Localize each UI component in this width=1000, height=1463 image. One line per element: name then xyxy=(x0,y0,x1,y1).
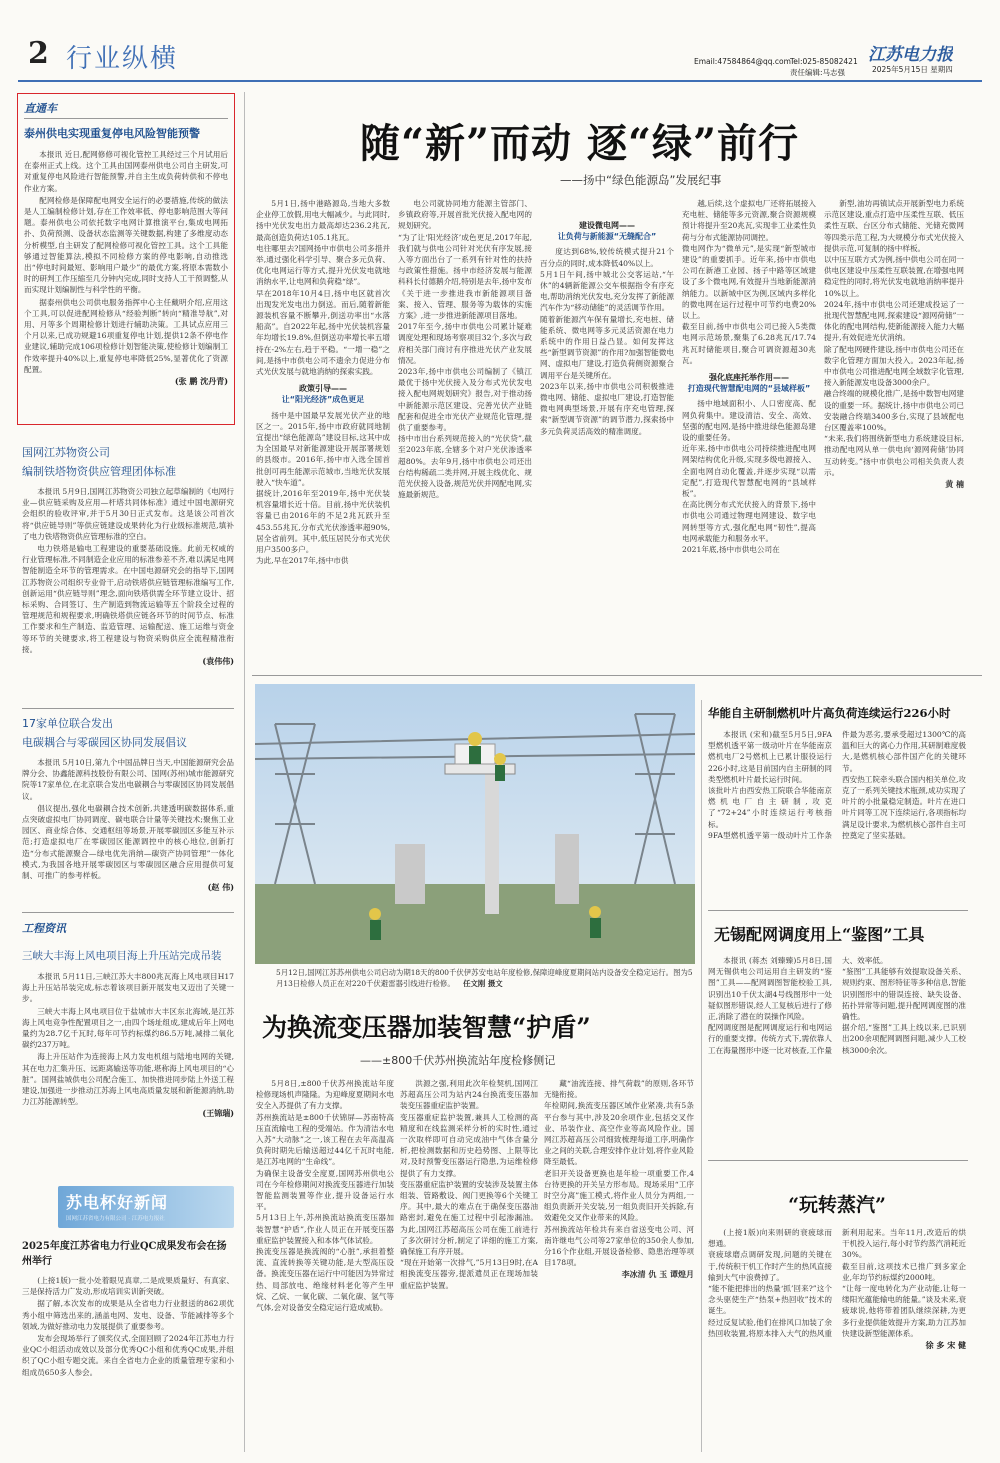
paragraph: 据了解,本次发布的成果是从全省电力行业报送的862项优秀小组中筛选出来的,涵盖电网、发电、设备、节能减排等多个领域,为做好推动电力发展提供了重要参考。 xyxy=(22,1299,234,1331)
sidebar-article-1 xyxy=(17,93,235,425)
article-title: 三峡大丰海上风电项目海上升压站完成吊装 xyxy=(22,950,222,962)
paragraph: 新型,油坊再镇试点开展新型电力系统示范区建设,重点打造中压柔性互联、低压柔性互联、台区分布式储能、光储充微网等四类示范工程,为大规模分布式光伏接入提供示范,可复制的扬中样板。 以中压互联方式为例,扬中供电公司在同一供电区建设中压柔性互联装置,在增强电网稳定性的同时,将光伏发电就地消纳率提升10%以上。 2024年,扬中市供电公司还建成投运了一批现代智慧配电网,探索建设“源网荷储”一体化的配电网结构,使新能源接入能力大幅提升,有效促进光伏消纳。 除了配电网硬件建设,扬中市供电公司还在数字化管理方面加大投入。2023年起,扬中市供电公司推进配电网全域数字化管理,接入新能源发电设备3000余户。 融合终端的规模化推广,是扬中数智电网建设的重要一环。据统计,扬中市供电公司已安装融合终端3400多台,实现了县域配电台区覆盖率100%。 “未来,我们将围绕新型电力系统建设目标,推动配电网从单一供电向‘源网荷储’协同互动转变。”扬中市供电公司相关负责人表示。 xyxy=(824,199,964,477)
paragraph: 本报讯 5月10日,第九个中国品牌日当天,中国能源研究会品牌分会、协鑫能源科技股份有限公司、国网(苏州)城市能源研究院等17家单位,在北京联合发出电碳耦合与零碳园区协同发展倡议。 xyxy=(22,758,234,801)
column-divider xyxy=(244,92,245,1452)
paragraph: 本报讯 (蒋杰 刘臻臻)5月8日,国网无锡供电公司运用自主研发的“鉴图”工具——配网调图智能校验工具,识别出10千伏太湖4号线图形中一处疑似图形错误,经人工复核后进行了修正,消除了潜在的误操作风险。 配网调度图是配网调度运行和电网运行的重要支撑。传统方式下,需依靠人工在海量图形中逐一比对核查,工作量大、效率低。 “鉴图”工具能够有效提取设备关系、规则约束、图形特征等多种信息,智能识别图形中的错误连接、缺失设备、拓扑异常等问题,提升配网调度图的准确性。 据介绍,“鉴图”工具上线以来,已识别出200余项配网调图问题,减少人工校核3000余次。 xyxy=(708,956,966,1055)
tag-label: 直通车 xyxy=(24,100,228,119)
paragraph: 本报讯 5月9日,国网江苏物资公司独立起草编制的《电网行业—供应链采购及应用—杆塔共同体标准》通过中国电源研究会组织的验收评审,并于5月30日正式发布。这是该公司首次将“供应链导则”等供应链建设成果转化为行业级标准规范,填补了电力铁塔物资供应管理标准的空白。 xyxy=(22,487,234,541)
article-title: 2025年度江苏省电力行业QC成果发布会在扬州举行 xyxy=(22,1241,227,1267)
banner-subtitle: 国网江苏省电力有限公司 · 江苏电力报社 xyxy=(66,1216,165,1222)
article-title: 编制铁塔物资供应管理团体标准 xyxy=(22,465,176,478)
paragraph: 5月1日,扬中港路源岛,当地大多数企业停工放假,用电大幅减少。与此同时,扬中光伏发电出力最高却达236.2兆瓦,最高创造负荷达105.1兆瓦。 电往哪里去?国网扬中市供电公司多措并举,通过强化科学引导、聚合多元负荷、优化电网运行等方式,提升光伏发电就地消纳水平,让电网和负荷稳“绿”。 早在2018年10月4日,扬中电区就首次出现发光发电出力倒送。而后,随着新能源装机容量不断攀升,倒送功率出“水落船高”。自2022年起,扬中光伏装机容量年均增长19.8%,但倒送功率增长率五增持在-2%左右,趋于平稳。“一增一稳”之间,是扬中市供电公司不遗余力促进分布式光伏发展与就地消纳的探索实践。 xyxy=(256,199,390,377)
caption-text: 5月12日,国网江苏苏州供电公司启动为期18天的800千伏伊苏安电站年度检修,保障迎峰度夏期间站内设备安全稳定运行。图为5月13日检修人员正在对220千伏避雷器引线进行检修。 xyxy=(276,968,693,988)
sidebar-article-3 xyxy=(22,715,234,895)
paragraph: (上接1版)向来则研的衰疲球而想通。 衰疲球磨点调研发现,问题的关键在于,传统积干机工作时产生的热风直接输到大气中浪费掉了。 “能不能把排出的热量‘抓’回来?”这个念头驱使生产“热泵+热回收”技术的诞生。 经过反复试验,他们在排风口加装了余热回收装置,将原本排入大气的热风重新利用起来。当年11月,改造后的烘干机投入运行,每小时节约蒸汽消耗近30%。 截至目前,这项技术已推广到多家企业,年均节约标煤约2000吨。 “让每一度电转化为产业动能,让每一缕阳光蕴能输电的能量。”谈及未来,衰疲球说,他将带着团队继续深耕,为更多行业提供能效提升方案,助力江苏加快建设新型能源体系。 xyxy=(708,1228,966,1338)
feature-col-3 xyxy=(540,198,674,668)
feature-col-4 xyxy=(682,198,816,668)
feature-col-1 xyxy=(256,198,390,668)
header-email: Email:47584864@qq.com xyxy=(694,57,791,66)
divider xyxy=(708,910,968,911)
subhead: 强化底座托举作用—— xyxy=(709,373,789,383)
divider xyxy=(252,675,982,676)
header-editor: 责任编辑:马志强 xyxy=(790,68,846,77)
bottom-headline: 为换流变压器加装智慧“护盾” xyxy=(262,1013,591,1042)
paragraph: 本报讯 5月11日,三峡江苏大丰800兆瓦海上风电项目H17海上升压站吊装完成,标志着该项目新开展发电又迈出了关键一步。 xyxy=(22,972,234,1004)
paragraph: 倡议提出,强化电碳耦合技术创新,共建透明碳数据体系,重点突破虚拟电厂协同调度、碳电联合计量等关键技术;聚焦工业园区、商业综合体、交通枢纽等场景,开展零碳园区多能互补示范;打造虚拟电厂在零碳园区能源调控中的核心地位,创新打造“分布式能源聚合—绿电优先消纳—碳资产协同管理”一体化模式,为我国各地开展零碳园区与零碳园区融合应用提供可复制、可推广的参考样板。 xyxy=(22,803,234,881)
article-title: 国网江苏物资公司 xyxy=(22,446,110,459)
subhead: 让“阳光经济”成色更足 xyxy=(281,395,365,405)
header-date: 2025年5月15日 星期四 xyxy=(872,65,953,74)
masthead-logo: 江苏电力报 xyxy=(868,45,953,65)
banner-title: 苏电杯好新闻 xyxy=(66,1193,169,1212)
paragraph: 藏“油流连接、排气荷载”的原则,各环节无缝衔接。 年检期间,换流变压器区域作业紧凑,共有5条平台参与其中,涉及20余项作业,包括交叉作业、吊装作业、高空作业等高风险作业。国网江苏超高压公司细致梳理每道工序,明确作业之间的关联,合理安排作业计划,将作业风险降至最低。 老旧开关设备更换也是年检一项重要工作,4台待更换的开关呈方形布局。现场采用“工序时空分离”施工模式,将作业人员分为两组,一组负责新开关安装,另一组负责旧开关拆除,有效避免交叉作业带来的风险。 苏州换流站年检共有来自省送变电公司、河南许继电气公司等27家单位的350余人参加,分16个作业组,开展设备检修、隐患治理等项目178项。 xyxy=(544,1079,694,1268)
divider xyxy=(22,912,234,913)
photo-credit: 任文刚 摄文 xyxy=(463,979,503,988)
paragraph: 扬中地域面积小、人口密度高、配网负荷集中。建设清洁、安全、高效、坚强的配电网,是扬中推进绿色能源岛建设的重要任务。 近年来,扬中市供电公司持续推进配电网网架结构优化升级,实现多级电源接入、全面电网自动化覆盖,并逐步实现“以需定配”,打造现代智慧配电网的“县域样板”。 在高比例分布式光伏接入的背景下,扬中市供电公司通过物理电网建设、数字电网转型等方式,强化配电网“韧性”,提高电网承载能力和服务水平。 2021年底,扬中市供电公司在 xyxy=(682,399,816,555)
paragraph: 度达到68%,较传统模式提升21个百分点的同时,成本降低40%以上。 5月1日午间,扬中城北公交客运站,“午休”的4辆新能源公交车根据指令有序充电,帮助消纳光伏发电,充分发挥了新能源汽车作为“移动储能”的灵活调节作用。 随着新能源汽车保有量增长,充电桩、储能系统、微电网等多元灵活资源在电力系统中的作用日益凸显。如何发挥这些“新型调节资源”的作用?加强智能微电网、虚拟电厂建设,打造负荷侧资源聚合调用平台是关键所在。 2023年以来,扬中市供电公司积极推进微电网、储能、虚拟电厂建设,打造智能微电网典型场景,开展有序充电管理,探索“新型调节资源”的调节潜力,探索扬中多元负荷灵活高效的精准调度。 xyxy=(540,247,674,436)
bottom-col-3 xyxy=(544,1078,694,1450)
article-title: “玩转蒸汽” xyxy=(788,1194,886,1216)
article-right-3 xyxy=(708,1168,966,1454)
byline: 徐 多 宋 健 xyxy=(925,1339,966,1350)
subhead: 建设微电网—— xyxy=(579,221,635,230)
subhead: 政策引导—— xyxy=(299,384,347,394)
header-tel: Tel:025-85082421 xyxy=(790,57,858,66)
byline: 李冰清 仇 玉 谭煌月 xyxy=(621,1269,694,1280)
column-divider xyxy=(701,700,702,1452)
paragraph: 据泰州供电公司供电服务指挥中心主任戴明介绍,应用这个工具,可以促进配网检修从“经验判断”转向“精准导航”,对用、月等多个周期检修计划进行辅助决策。工具试点应用三个月以来,已成功规避16项重复停电计划,提供12条不停电作业建议,辅助完成106项检修计划智能决策,使检修计划编制工作效率提升40%以上,重复停电率降低25%,显著优化了资源配置。 xyxy=(24,297,228,374)
substation-maintenance-photo xyxy=(255,684,695,964)
header-rule xyxy=(18,80,982,82)
bottom-col-1 xyxy=(256,1078,394,1450)
article-title: 泰州供电实现重复停电风险智能预警 xyxy=(24,127,200,140)
paragraph: 海上升压站作为连接海上风力发电机组与陆地电网的关键,其在电力汇集升压、远距离输送等功能,堪称海上风电项目的“心脏”。国网盐城供电公司配合施工、加快推进同步陆上外送工程建设,加强进一步推动江苏海上风电高质量发展和新能源消纳,助力江苏能源转型。 xyxy=(22,1052,234,1107)
page-header xyxy=(0,0,1000,86)
byline: (袁伟伟) xyxy=(202,656,234,667)
paragraph: 电力铁塔是输电工程建设的重要基础设施。此前无权威的行业管理标准,不同制造企业应用的标准参差不齐,难以满足电网智能制造全环节的管理需求。在中国电源研究会的指导下,国网江苏物资公司组织专业骨干,启动铁塔供应链管理标准编写工作,创新运用“供应链导则”理念,面向铁塔供需全环节建立设计、招标采购、合同签订、生产制造到物流运输等五个阶段全过程的管理规范和规程要求,明确铁塔供应链各环节的时间节点、标准工作要求和生产制造、监造管理、运输配送、施工运维与资金等环节的关键要求,将工程建设与物资采购供应全流程精准衔接。 xyxy=(22,544,234,654)
photo-caption xyxy=(276,967,694,989)
section-title: 行业纵横 xyxy=(66,44,179,74)
sidebar-article-2 xyxy=(22,444,234,706)
paragraph: 扬中是中国最早发展光伏产业的地区之一。2015年,扬中市政府就同地制宜提出“绿色能源岛”建设目标,这其中成为全国最早对新能源建设开展部署规划的县级市。2016年,扬中市入选全国首批创可再生能源示范城市,当地光伏发展驶入“快车道”。 据统计,2016年至2019年,扬中光伏装机容量增长近十倍。目前,扬中光伏装机容量已由2016年的不足2兆瓦跃升至453.55兆瓦,分布式光伏渗透率超90%,居全省前列。其中,低压居民分布式光伏用户3500多户。 为此,早在2017年,扬中市供 xyxy=(256,410,390,566)
paragraph: 配网检修是保障配电网安全运行的必要措施,传统的做法是人工编制检修计划,存在工作效率低、停电影响范围大等问题。泰州供电公司依托数字电网计算推演平台,集成电网拓扑、负荷预测、设备状态监测等关键数据,构建了多维度动态分析模型,自主研发了配网检修可视化管控工具。这个工具能够通过智能算法,模拟不同检修方案的停电影响,自动推选出“停电时间最短、影响用户最少”的最优方案,将原本需数小时的研判工作压缩至几分钟内完成,同时支持人工干预调整,从而实现计划编制性与科学性的平衡。 xyxy=(24,195,228,295)
paragraph: 三峡大丰海上风电项目位于盐城市大丰区东北海域,是江苏海上风电竞争性配置项目之一,由四个场址组成,建成后年上网电量约为28.7亿千瓦时,每年可节约标煤约86.5万吨,减排二氧化碳约237万吨。 xyxy=(22,1006,234,1050)
paragraph: 越,后续,这个虚拟电厂还将拓展接入充电桩、储能等多元资源,聚合资源规模预计将提升至20兆瓦,实现非工业柔性负荷与分布式能源协同调控。 微电网作为“微单元”,是实现“新型城市建设”的重要抓手。近年来,扬中市供电公司在新港工业园、扬子中路等区域建设了多个微电网,有效提升当地新能源消纳能力。以新城中区为例,区域内多样化的微电网在运行过程中可节约电费20%以上。 截至目前,扬中市供电公司已接入5类微电网示范场景,聚集了6.28兆瓦/17.74兆瓦时储能项目,聚合可调资源超30兆瓦。 xyxy=(682,199,816,365)
tag-label: 工程资讯 xyxy=(22,922,66,935)
paragraph: 本报讯 (宋和)截至5月5日,9FA型燃机透平第一级动叶片在华能南京燃机电厂2号燃机上已累计服役运行226小时,这是目前国内自主研制的同类型燃机叶片最长运行时间。 该批叶片由西安热工院联合华能南京燃机电厂自主研制,攻克了“72+24”小时连续运行考核指标。 9FA型燃机透平第一级动叶片工作条件最为恶劣,要承受超过1300℃的高温和巨大的离心力作用,其研制难度极大,是燃机核心部件国产化的关键环节。 西安热工院牵头联合国内相关单位,攻克了一系列关键技术瓶颈,成功实现了叶片的小批量稳定制造。叶片在进口叶片同等工况下连续运行,各项指标均满足设计要求,为燃机核心部件自主可控奠定了坚实基础。 xyxy=(708,730,966,840)
subhead: 让负荷与新能源“无缝配合” xyxy=(557,232,657,242)
article-title: 无锡配网调度用上“鉴图”工具 xyxy=(714,925,925,944)
article-title: 17家单位联合发出 xyxy=(22,717,113,730)
news-photo xyxy=(255,684,695,964)
feature-col-5 xyxy=(824,198,964,668)
article-title: 华能自主研制燃机叶片高负荷连续运行226小时 xyxy=(708,706,951,720)
paragraph: 本报讯 近日,配网修修可视化管控工具经过三个月试用后在泰州正式上线。这个工具由国网泰州供电公司自主研发,可对重复停电风险进行智能预警,并自主生成负荷转供和不停电作业方案。 xyxy=(24,150,228,193)
feature-subtitle: ——扬中“绿色能源岛”发展纪事 xyxy=(560,173,722,187)
news-award-banner xyxy=(58,1186,234,1228)
sidebar-article-5 xyxy=(22,1237,234,1455)
paragraph: 5月8日,±800千伏苏州换流站年度检修现场机声隆隆。为迎峰度夏期间水电安全入苏提供了有力支撑。 苏州换流站是±800千伏锦屏—苏南特高压直流输电工程的受端站。作为清洁水电入苏“大动脉”之一,该工程在去年高温高负荷时期先后输送超过44亿千瓦时电能,是江苏电网的“生命线”。 为确保主设备安全度夏,国网苏州供电公司在今年检修期间对换流变压器进行加装智能监测装置等作业,提升设备运行水平。 5月13日上午,苏州换流站换流变压器加装智慧“护盾”,作业人员正在开展变压器重症监护装置接入和本体气体试验。 换流变压器是换流阀的“心脏”,承担着整流、直流转换等关键功能,是大型高压设备。换流变压器在运行中可能因为异常过热、局部放电、绝缘材料老化等产生甲烷、乙烷、一氧化碳、二氧化碳、氢气等气体,会对设备安全稳定运行造成威胁。 xyxy=(256,1079,394,1313)
article-title: 电碳耦合与零碳园区协同发展倡议 xyxy=(22,736,187,749)
paragraph: 洪源之强,利用此次年检契机,国网江苏超高压公司为站内24台换流变压器加装变压器重症监护装置。 变压器重症监护装置,兼具人工检测的高精度和在线监测采样分析的实时性,通过一次取样即可自动完成油中气体含量分析,把检测数据和历史趋势图、上限等比对,及时预警变压器运行隐患,为运维检修提供了有力支撑。 变压器重症监护装置的安装涉及装置主体组装、管路敷设、阀门更换等6个关键工序。其中,最大的难点在于确保变压器油路密封,避免在施工过程中引起渗漏油。为此,国网江苏超高压公司在施工前进行了多次研讨分析,制定了详细的施工方案,确保施工有序开展。 “现在开始第一次排气,”5月13日9时,在A相换流变压器旁,提派遣员正在现场加装重症监护装置。 xyxy=(400,1079,538,1290)
paragraph: (上接1版)一批小处着眼见真章,二是成果质量好、有真家、三是保持活力广发动,形成培训实训新突破。 xyxy=(22,1276,234,1297)
byline: (张 鹏 沈丹青) xyxy=(174,376,228,387)
page-number: 2 xyxy=(28,36,49,71)
divider xyxy=(708,1160,968,1161)
paragraph: 电公司就协同地方能源主管部门、乡镇政府等,开展首批光伏接入配电网的规划研究。 “为了让‘阳光经济’成色更足,2017年起,我们就与供电公司针对光伏有序发展,接入等方面出台了一系列有针对性的扶持与政策性措施。扬中市经济发展与能源科科长付德鹅介绍,特别是去年,扬中发布《关于进一步推进我市新能源项目备案、接入、管理、服务等为载体的实施方案》,进一步推进新能源项目落地。 2017年至今,扬中市供电公司累计疑难调度处理和现场考察项目32个,多次与政府相关部门商讨有序推进光伏产业发展情况。 2023年,扬中市供电公司编制了《镇江最优于扬中光伏接入及分布式光伏发电接入配电网规划研究》报告,对于推动扬中新能源示范区建设、完善光伏产业链配套和促进全市光伏产业规范化管理,提供了重要参考。 扬中市出台系列规范接入的“光伏贷”,截至2023年底,全辖多个对户光伏渗透率超80%。去年9月,扬中市供电公司还出台结构稀疏二类并网,开展主线优化、规范光伏接入设备,规范光伏并网配电网,实施最新规范。 xyxy=(398,199,532,500)
byline: (王锦瑞) xyxy=(202,1108,234,1119)
subhead: 打造现代智慧配电网的“县域样板” xyxy=(687,384,811,394)
bottom-subtitle: ——±800千伏苏州换流站年度检修侧记 xyxy=(360,1054,556,1067)
feature-headline: 随“新”而动 逐“绿”前行 xyxy=(360,120,799,167)
bottom-col-2 xyxy=(400,1078,538,1450)
paragraph: 发布会现场举行了颁奖仪式,全面回顾了2024年江苏电力行业QC小组活动成效以及部分优秀QC小组和优秀QC成果,并组织了QC小组专题交流。来自全省电力企业的质量管理专家和小组成员650多人参会。 xyxy=(22,1334,234,1377)
byline: (赵 伟) xyxy=(207,882,234,893)
sidebar-article-4 xyxy=(22,920,234,1182)
article-right-2 xyxy=(708,922,966,1154)
divider xyxy=(22,708,234,709)
article-right-1 xyxy=(708,705,966,905)
byline: 黄 楠 xyxy=(945,479,964,490)
feature-col-2 xyxy=(398,198,532,668)
